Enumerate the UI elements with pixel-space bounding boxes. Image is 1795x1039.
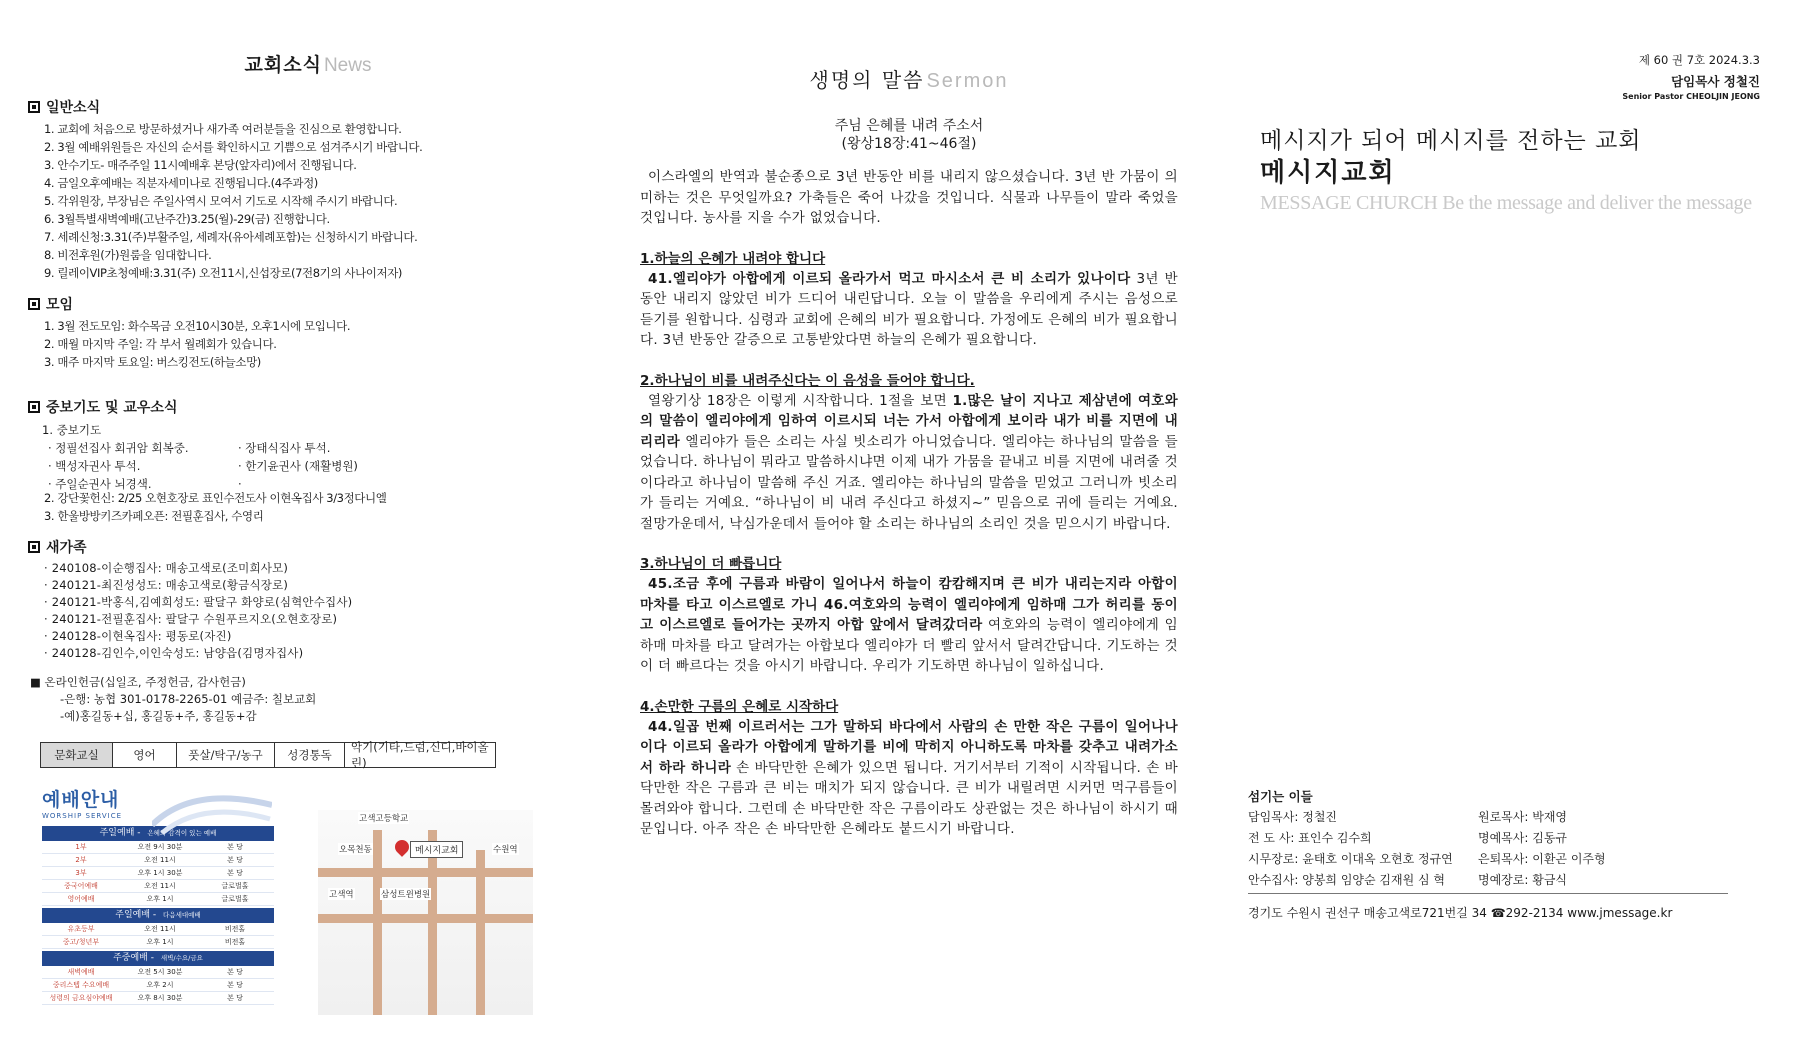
worship-row [42, 923, 274, 936]
worship-cell: 오전 11시 [144, 882, 176, 890]
worship-cell: 오전 11시 [144, 925, 176, 933]
prayer-row: · 주일순권사 뇌경색. · [48, 477, 242, 491]
online-offering: ■ 온라인헌금(십일조, 주정헌금, 감사헌금) -은행: 농협 301-0178-2265-01 예금주: 칠보교회 -예)홍길동+십, 홍길동+주, 홍길동+감 [30, 675, 317, 723]
staff-entry: 은퇴목사: 이환곤 이주형 [1478, 852, 1606, 866]
worship-row [42, 867, 274, 880]
map-label-right: 수원역 [493, 845, 518, 855]
news-item: 8. 비전후원(가)원룸을 임대합니다. [44, 248, 212, 262]
worship-section-banner: 주일예배 - 은혜와 감격이 있는 예배 [42, 826, 274, 841]
worship-cell: 영어예배 [67, 895, 95, 903]
sermon-text: 손 바닥만한 은혜가 있으면 됩니다. 거기서부터 기적이 시작됩니다. 손 바닥만한 작은 구름과 큰 비는 매치가 되지 않습니다. 큰 비가 내릴려면 시커먼 먹구름들이 몰려와야 합니다. 그런데 손 바닥만한 작은 구름이라도 상관없는 것은 하나님이 하시기 때문입니다. 아주 작은 손 바닥만한 은혜라도 붙드시기 바랍니다. [640, 759, 1179, 837]
scripture-quote: 41.엘리야가 아합에게 이르되 올라가서 먹고 마시소서 큰 비 소리가 있나이다 [648, 270, 1131, 287]
section-heading: 모임 [46, 297, 74, 313]
staff-row [1248, 807, 1758, 828]
issue-info: 제 60 권 7호 2024.3.3 [1638, 53, 1760, 67]
wave-decoration-icon [152, 785, 272, 835]
family-item: · 240108-이순행집사: 매송고색로(조미희사모) [44, 561, 289, 575]
sermon-text: 여호와의 능력이 엘리야에게 임하매 마차를 타고 달려가는 아합보다 엘리야가 더 빨리 앞서서 달려간답니다. 기도하는 것이 더 빠르다는 것을 아시기 바랍니다. 우리가 기도하면 하나님이 일하십니다. [640, 617, 1178, 674]
staff-row [1248, 870, 1758, 891]
family-item: · 240121-전필훈집사: 팔달구 수원푸르지오(오현호장로) [44, 612, 338, 626]
staff-entry: 안수집사: 양봉희 임양순 김재원 심 혁 [1248, 873, 1445, 887]
culture-cell: 악기(기타,드럼,신디,바이올린) [351, 740, 489, 770]
meeting-news [28, 294, 588, 371]
scripture-quote: 44.일곱 번째 이르러서는 그가 말하되 바다에서 사람의 손 만한 작은 구름이 일어나나이다 이르되 올라가 아합에게 말하기를 비에 막히지 아니하도록 마차를 갖추고 내려가소서 하라 하니라 [640, 718, 1178, 776]
location-pin-icon [392, 837, 412, 857]
prayer-news [28, 397, 588, 525]
worship-section-desc: 은혜와 감격이 있는 예배 [147, 829, 217, 837]
staff-entry: 명예장로: 황금식 [1478, 873, 1568, 887]
worship-subtitle: WORSHIP SERVICE [42, 812, 123, 820]
section-bullet-icon [28, 298, 40, 310]
news-item: 6. 3월특별새벽예배(고난주간)3.25(월)-29(금) 진행합니다. [44, 212, 330, 226]
worship-guide [42, 785, 274, 1020]
worship-section-desc: 새벽/수요/금요 [160, 954, 203, 962]
prayer-row: · 백성자권사 투석. · 한기윤권사 (재활병원) [48, 459, 358, 473]
worship-cell: 오후 2시 [146, 981, 174, 989]
map-road [476, 850, 485, 1015]
worship-cell: 중국어예배 [64, 882, 98, 890]
masthead-column [1248, 52, 1760, 1022]
church-tagline: 메시지가 되어 메시지를 전하는 교회 [1260, 128, 1642, 154]
sermon-column [640, 52, 1178, 1022]
family-item: · 240128-김인수,이인숙성도: 남양읍(김명자집사) [44, 646, 304, 660]
news-item: 2. 3월 예배위원들은 자신의 순서를 확인하시고 기쁨으로 섬겨주시기 바랍니다. [44, 140, 423, 154]
worship-cell: 새벽예배 [67, 968, 95, 976]
worship-section-name: 주중예배 [113, 953, 148, 963]
sermon-section-heading: 3.하나님이 더 빠릅니다 [640, 556, 782, 572]
news-item: 1. 교회에 처음으로 방문하셨거나 새가족 여러분들을 진심으로 환영합니다. [44, 122, 402, 136]
worship-cell: 오전 11시 [144, 856, 176, 864]
staff-entry: 원로목사: 박재영 [1478, 810, 1568, 824]
section-bullet-icon [28, 401, 40, 413]
sermon-section-body [640, 269, 1178, 351]
map-label-hospital: 삼성트윈병원 [381, 890, 431, 900]
sermon-section-heading: 1.하늘의 은혜가 내려야 합니다 [640, 250, 826, 267]
family-item: · 240128-이현옥집사: 평동로(자진) [44, 629, 232, 643]
worship-row [42, 966, 274, 979]
worship-cell: 오후 8시 30분 [137, 994, 183, 1002]
news-title: 교회소식 News [244, 54, 372, 76]
news-item: 4. 금일오후예배는 직분자세미나로 진행됩니다.(4주과정) [44, 176, 318, 190]
news-item: 7. 세례신청:3.31(주)부활주일, 세례자(유아세례포함)는 신청하시기 바랍니다. [44, 230, 418, 244]
culture-cell: 영어 [113, 743, 177, 767]
worship-row [42, 979, 274, 992]
worship-row [42, 854, 274, 867]
worship-section-desc: 다음세대예배 [163, 911, 201, 919]
prayer-item: 2. 강단꽃헌신: 2/25 오현호장로 표인수전도사 이현옥집사 3/3정다니엘 [44, 491, 387, 505]
worship-cell: 오전 5시 30분 [137, 968, 183, 976]
senior-pastor-en: Senior Pastor CHEOLJIN JEONG [1622, 92, 1760, 101]
worship-cell: 중리스텝 수요예배 [52, 981, 110, 989]
map-label-station: 고색역 [329, 890, 354, 900]
worship-row [42, 841, 274, 854]
map-label-left: 오목천동 [339, 845, 372, 855]
section-bullet-icon [28, 541, 40, 553]
section-heading: 일반소식 [46, 100, 101, 116]
meeting-item: 3. 매주 마지막 토요일: 버스킹전도(하늘소망) [44, 355, 261, 369]
worship-cell: 본 당 [227, 856, 243, 864]
sermon-intro: 이스라엘의 반역과 불순종으로 3년 반동안 비를 내리지 않으셨습니다. 3년 반 가뭄이 의미하는 것은 무엇일까요? 가축들은 죽어 나갔을 것입니다. 식물과 나무들이 말라 죽었을 것입니다. 농사를 지을 수가 없었습니다. [640, 169, 1178, 226]
worship-cell: 3부 [75, 869, 87, 877]
sermon-section-body [640, 391, 1178, 535]
worship-cell: 글로벌홀 [221, 895, 249, 903]
worship-cell: 1부 [75, 843, 87, 851]
sermon-title: 주님 은혜를 내려 주소서 [834, 118, 984, 134]
senior-pastor: 담임목사 정철진 [1671, 74, 1760, 89]
worship-section-banner: 주중예배 - 새벽/수요/금요 [42, 951, 274, 966]
worship-title: 예배안내 [42, 789, 120, 811]
map-road [318, 914, 533, 923]
divider [1248, 893, 1728, 894]
worship-cell: 오전 9시 30분 [137, 843, 183, 851]
news-column [28, 50, 588, 1020]
prayer-row: · 정필선집사 회귀암 회복중. · 장태식집사 투석. [48, 441, 331, 455]
staff-heading: 섬기는 이들 [1248, 789, 1313, 804]
church-name: 메시지교회 [1260, 158, 1396, 188]
culture-cell: 문화교실 [41, 743, 113, 767]
worship-section-name: 주일예배 [99, 828, 135, 838]
sermon-text: 3년 반 동안 내리지 않았던 비가 드디어 내린답니다. 오늘 이 말씀을 우리에게 주시는 음성으로 듣기를 원합니다. 심령과 교회에 은혜의 비가 필요합니다. 가정에도 은혜의 비가 필요합니다. 3년 반동안 갈증으로 고통받았다면 하늘의 은혜가 필요합니다. [640, 270, 1178, 348]
worship-cell: 비전홀 [224, 925, 246, 933]
worship-cell: 본 당 [227, 869, 243, 877]
staff-entry: 전 도 사: 표인수 김수희 [1248, 831, 1372, 845]
prayer-item: 3. 한울방방키즈카페오픈: 전필훈집사, 수영리 [44, 509, 264, 523]
map-label-church: 메시지교회 [410, 841, 463, 858]
worship-cell: 비전홀 [224, 938, 246, 946]
church-address: 경기도 수원시 권선구 매송고색로721번길 34 ☎292-2134 www.jmessage.kr [1248, 906, 1673, 920]
sermon-section-body [640, 717, 1178, 840]
worship-row [42, 893, 274, 906]
section-bullet-icon [28, 101, 40, 113]
worship-cell: 본 당 [227, 994, 243, 1002]
staff-row [1248, 849, 1758, 870]
culture-cell: 풋살/탁구/농구 [177, 743, 275, 767]
meeting-item: 1. 3월 전도모임: 화수목금 오전10시30분, 오후1시에 모입니다. [44, 319, 351, 333]
worship-cell: 성령의 금요심야예배 [49, 994, 113, 1002]
worship-cell: 오후 1시 30분 [137, 869, 183, 877]
worship-cell: 중고/청년부 [62, 938, 100, 946]
scripture-quote: 45.조금 후에 구름과 바람이 일어나서 하늘이 캄캄해지며 큰 비가 내리는지라 아합이 마차를 타고 이스르엘로 가니 46.여호와의 능력이 엘리야에게 임하매 그가 허리를 동이고 이스르엘로 들어가는 곳까지 아합 앞에서 달려갔더라 [640, 576, 1178, 633]
worship-section-banner: 주일예배 - 다음세대예배 [42, 908, 274, 923]
worship-row [42, 936, 274, 949]
section-heading: 중보기도 및 교우소식 [46, 400, 178, 416]
sermon-heading: 생명의 말씀 Sermon [809, 68, 1009, 92]
culture-cell: 성경통독 [275, 743, 345, 767]
worship-cell: 2부 [75, 856, 87, 864]
worship-cell: 본 당 [227, 843, 243, 851]
culture-class-table [40, 742, 496, 768]
general-news [28, 97, 588, 282]
worship-cell: 글로벌홀 [221, 882, 249, 890]
sermon-text: 엘리야가 들은 소리는 사실 빗소리가 아니었습니다. 엘리야는 하나님의 말씀을 들었습니다. 하나님이 뭐라고 말씀하시냐면 이제 내가 가뭄을 끝내고 비를 지면에 내려줄 것이다라고 하나님이 말씀해 주신 거죠. 엘리야는 하나님의 말씀을 믿었고 그러니까 빗소리가 들리는 거예요. “하나님이 비 내려 주신다고 하셨지~” 믿음으로 귀에 들리는 거예요. 절망가운데서, 낙심가운데서 들어야 할 소리는 하나님의 소리인 것을 믿으시기 바랍니다. [640, 433, 1178, 532]
sermon-section-body [640, 574, 1178, 677]
worship-row [42, 880, 274, 893]
worship-section-name: 주일예배 [115, 910, 151, 920]
sermon-section-heading: 2.하나님이 비를 내려주신다는 이 음성을 들어야 합니다. [640, 372, 975, 389]
map-road [373, 830, 382, 1015]
meeting-item: 2. 매월 마지막 주일: 각 부서 월례회가 있습니다. [44, 337, 277, 351]
worship-row [42, 992, 274, 1005]
worship-cell: 오후 1시 [146, 938, 174, 946]
staff-entry: 담임목사: 정철진 [1248, 810, 1338, 824]
worship-cell: 본 당 [227, 981, 243, 989]
staff-list [1248, 786, 1758, 891]
worship-cell: 유초등부 [67, 925, 95, 933]
news-item: 3. 안수기도- 매주주일 11시예배후 본당(앞자리)에서 진행됩니다. [44, 158, 357, 172]
news-item: 9. 릴레이VIP초청예배:3.31(주) 오전11시,신섭장로(7전8기의 사나이저자) [44, 266, 402, 280]
map-label-school: 고색고등학교 [359, 814, 409, 824]
scripture-quote: 1.많은 날이 지나고 제삼년에 여호와의 말씀이 엘리야에게 임하여 이르시되 너는 가서 아합에게 보이라 내가 비를 지면에 내리리라 [640, 392, 1178, 450]
staff-entry: 명예목사: 김동규 [1478, 831, 1568, 845]
location-map [318, 810, 533, 1015]
church-name-en: MESSAGE CHURCH Be the message and deliver the message [1260, 192, 1752, 214]
map-road [318, 868, 533, 877]
family-item: · 240121-최진성성도: 매송고색로(황금식장로) [44, 578, 289, 592]
sermon-reference: (왕상18장:41~46절) [841, 136, 977, 152]
new-family [28, 537, 588, 662]
staff-entry: 시무장로: 윤태호 이대옥 오현호 정규연 [1248, 852, 1453, 866]
staff-row [1248, 828, 1758, 849]
worship-cell: 본 당 [227, 968, 243, 976]
sermon-section-heading: 4.손만한 구름의 은혜로 시작하다 [640, 698, 839, 715]
family-item: · 240121-박홍식,김예희성도: 팔달구 화양로(심혁안수집사) [44, 595, 353, 609]
section-heading: 새가족 [46, 540, 87, 556]
prayer-subheading: 1. 중보기도 [42, 423, 102, 437]
worship-cell: 오후 1시 [146, 895, 174, 903]
news-item: 5. 각위원장, 부장님은 주일사역시 모여서 기도로 시작해 주시기 바랍니다. [44, 194, 398, 208]
sermon-pre: 열왕기상 18장은 이렇게 시작합니다. 1절을 보면 [648, 392, 953, 409]
